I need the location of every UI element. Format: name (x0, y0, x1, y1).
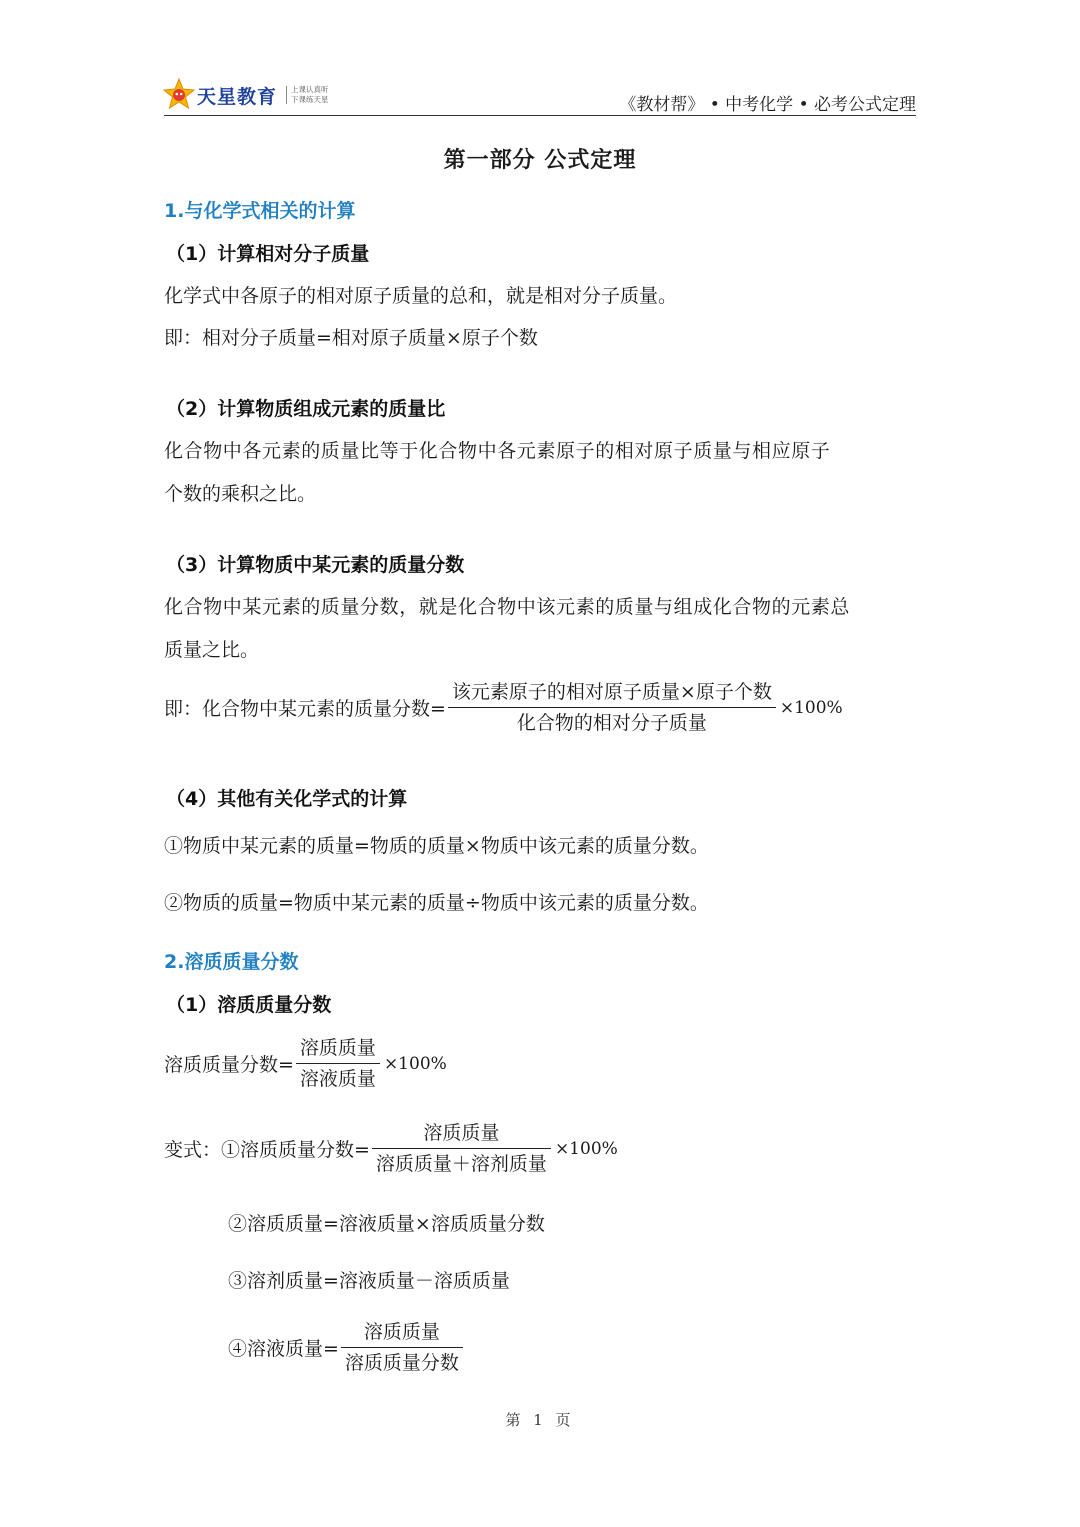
logo-divider (286, 86, 287, 104)
formula-suffix: ×100% (383, 1053, 447, 1074)
section-2-sub-1-heading: （1）溶质质量分数 (166, 994, 332, 1016)
section-1-sub-4-heading: （4）其他有关化学式的计算 (166, 788, 408, 810)
mass-fraction-formula (164, 680, 843, 735)
section-1-sub-1-text: 化学式中各原子的相对原子质量的总和，就是相对分子质量。 (164, 285, 678, 307)
section-1-sub-2-text-line-2: 个数的乘积之比。 (164, 483, 317, 505)
variant-formula-1 (164, 1121, 618, 1176)
fraction (341, 1320, 463, 1375)
fraction (372, 1121, 551, 1176)
formula-prefix: 溶质质量分数= (164, 1054, 294, 1076)
formula-suffix: ×100% (779, 697, 843, 718)
fraction-numerator: 溶质质量 (363, 1321, 440, 1343)
fraction (448, 680, 776, 735)
fraction-numerator: 溶质质量 (299, 1037, 376, 1059)
fraction-denominator: 溶质质量分数 (344, 1352, 459, 1374)
section-1-sub-3-text-line-2: 质量之比。 (164, 639, 260, 661)
page-number: 第 1 页 (505, 1411, 575, 1429)
brand-name: 天星教育 (197, 86, 278, 108)
formula-prefix: ④溶液质量= (228, 1338, 339, 1360)
fraction (296, 1036, 380, 1091)
formula-prefix: 即：化合物中某元素的质量分数= (164, 698, 446, 720)
variant-formula-2: ②溶质质量=溶液质量×溶质质量分数 (228, 1213, 545, 1235)
brand-slogan (291, 85, 329, 105)
formula-prefix: 变式：①溶质质量分数= (164, 1139, 370, 1161)
section-1-heading: 1.与化学式相关的计算 (164, 200, 356, 222)
header-divider (164, 115, 916, 116)
formula-suffix: ×100% (554, 1138, 618, 1159)
fraction-denominator: 溶液质量 (299, 1068, 376, 1090)
variant-formula-4 (228, 1320, 465, 1375)
header-book-title: 《教材帮》 • 中考化学 • 必考公式定理 (619, 95, 916, 115)
fraction-numerator: 该元素原子的相对原子质量×原子个数 (451, 681, 772, 703)
fraction-numerator: 溶质质量 (423, 1122, 500, 1144)
section-1-sub-1-heading: （1）计算相对分子质量 (166, 243, 370, 265)
star-mascot-icon (163, 78, 195, 110)
section-1-sub-2-heading: （2）计算物质组成元素的质量比 (166, 398, 446, 420)
section-2-heading: 2.溶质质量分数 (164, 951, 299, 973)
section-1-sub-2-text-line-1: 化合物中各元素的质量比等于化合物中各元素原子的相对原子质量与相应原子 (164, 440, 831, 462)
section-1-sub-4-item-2: ②物质的质量=物质中某元素的质量÷物质中该元素的质量分数。 (164, 892, 709, 914)
variant-formula-3: ③溶剂质量=溶液质量－溶质质量 (228, 1270, 510, 1292)
brand-logo (163, 78, 353, 112)
section-1-sub-1-formula: 即：相对分子质量=相对原子质量×原子个数 (164, 327, 538, 349)
fraction-denominator: 化合物的相对分子质量 (516, 712, 707, 734)
fraction-denominator: 溶质质量＋溶剂质量 (375, 1153, 547, 1175)
section-1-sub-3-text-line-1: 化合物中某元素的质量分数，就是化合物中该元素的质量与组成化合物的元素总 (164, 596, 851, 618)
solute-fraction-formula (164, 1036, 447, 1091)
slogan-line-1: 上课认真听 (291, 85, 329, 94)
section-1-sub-4-item-1: ①物质中某元素的质量=物质的质量×物质中该元素的质量分数。 (164, 835, 709, 857)
page-title: 第一部分 公式定理 (443, 148, 637, 173)
section-1-sub-3-heading: （3）计算物质中某元素的质量分数 (166, 554, 465, 576)
slogan-line-2: 下课练天星 (291, 95, 329, 104)
